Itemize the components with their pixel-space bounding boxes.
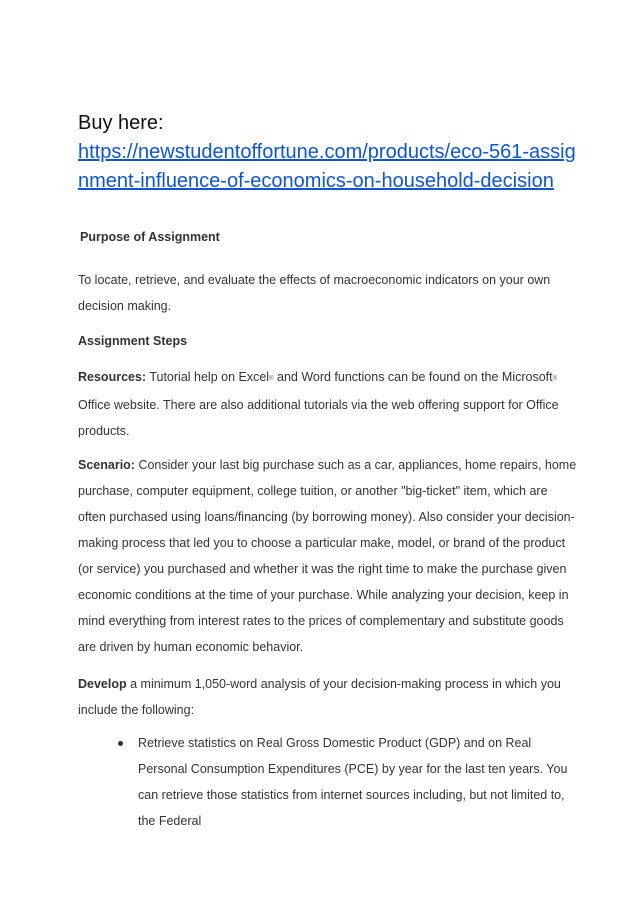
develop-paragraph <box>78 671 578 723</box>
product-link-line2: nment-influence-of-economics-on-household-decision <box>78 170 554 192</box>
develop-text: a minimum 1,050-word analysis of your decision-making process in which you include the following: <box>78 677 561 717</box>
resources-label: Resources: <box>78 370 147 384</box>
scenario-text: Consider your last big purchase such as a car, appliances, home repairs, home purchase, computer equipment, college tuition, or another "big-ticket" item, which are often purchased using loans/financing (by borrowing money). Also consider your decision-making process that led you to choose a particular make, model, or brand of the product (or service) you purchased and whether it was the right time to make the purchase given economic conditions at the time of your purchase. While analyzing your decision, keep in mind everything from interest rates to the prices of complementary and substitute goods are driven by human economic behavior. <box>78 458 577 654</box>
buy-here-label: Buy here: <box>78 112 164 134</box>
buy-here-block <box>78 109 578 196</box>
scenario-label: Scenario: <box>78 458 135 472</box>
purpose-heading: Purpose of Assignment <box>80 230 220 244</box>
product-link-line1: https://newstudentoffortune.com/products/eco-561-assig <box>78 141 576 163</box>
resources-text-1: Tutorial help on Excel <box>146 370 270 384</box>
registered-mark-excel: ® <box>269 376 274 382</box>
bullet-icon <box>118 741 123 746</box>
list-item <box>78 730 578 834</box>
product-link[interactable] <box>78 138 578 196</box>
resources-text-3: Office website. There are also additional tutorials via the web offering support for Office products. <box>78 398 559 438</box>
resources-paragraph <box>78 364 578 444</box>
develop-label: Develop <box>78 677 127 691</box>
steps-heading: Assignment Steps <box>78 334 188 348</box>
scenario-paragraph <box>78 452 578 660</box>
purpose-text: To locate, retrieve, and evaluate the effects of macroeconomic indicators on your own decision making. <box>78 273 551 313</box>
requirements-list <box>78 730 578 834</box>
resources-text-2: and Word functions can be found on the Microsoft <box>273 370 553 384</box>
list-item-text: Retrieve statistics on Real Gross Domestic Product (GDP) and on Real Personal Consumption Expenditures (PCE) by year for the last ten years. You can retrieve those statistics from internet sources including, but not limited to, the Federal <box>138 736 568 828</box>
registered-mark-microsoft: ® <box>552 376 558 382</box>
